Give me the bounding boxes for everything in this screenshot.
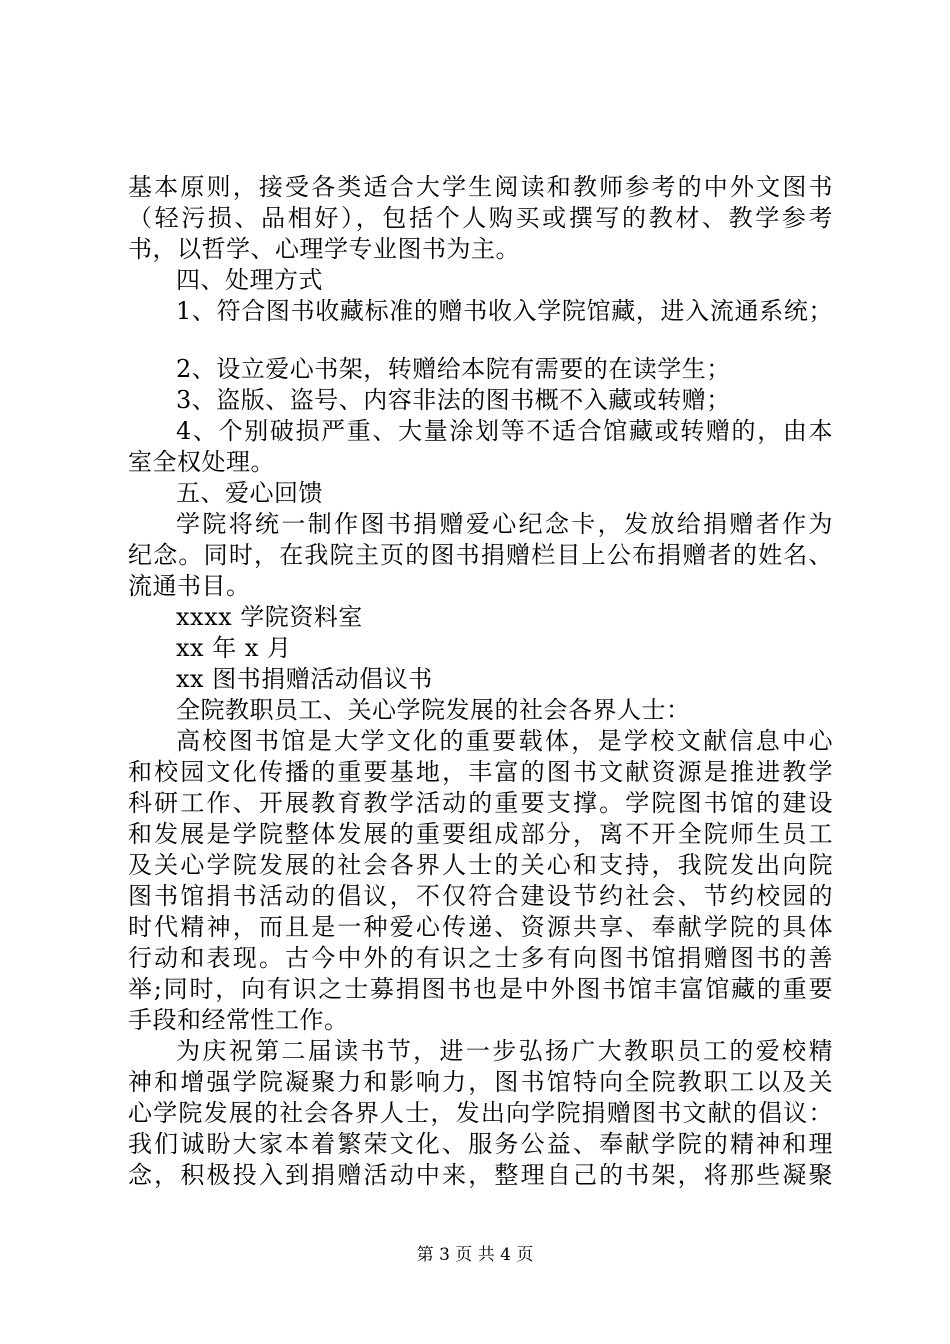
- paragraph-line: 心学院发展的社会各界人士，发出向学院捐赠图书文献的倡议：: [128, 1099, 833, 1127]
- signature-org: xxxx 学院资料室: [176, 603, 363, 631]
- paragraph-line: 和校园文化传播的重要基地，丰富的图书文献资源是推进教学: [128, 758, 833, 786]
- paragraph-line: 行动和表现。古今中外的有识之士多有向图书馆捐赠图书的善: [128, 944, 833, 972]
- paragraph-line: （轻污损、品相好），包括个人购买或撰写的教材、教学参考: [128, 204, 833, 232]
- paragraph-line: 时代精神，而且是一种爱心传递、资源共享、奉献学院的具体: [128, 913, 833, 941]
- paragraph-line: 手段和经常性工作。: [128, 1006, 349, 1034]
- paragraph-line: 为庆祝第二届读书节，进一步弘扬广大教职员工的爱校精: [176, 1037, 833, 1065]
- paragraph-line: 流通书目。: [128, 572, 251, 600]
- list-item: 2、设立爱心书架，转赠给本院有需要的在读学生；: [176, 355, 731, 383]
- list-item: 3、盗版、盗号、内容非法的图书概不入藏或转赠；: [176, 386, 731, 414]
- paragraph-line: 及关心学院发展的社会各界人士的关心和支持，我院发出向院: [128, 851, 833, 879]
- paragraph-line: 和发展是学院整体发展的重要组成部分，离不开全院师生员工: [128, 820, 833, 848]
- paragraph-line: 基本原则，接受各类适合大学生阅读和教师参考的中外文图书: [128, 173, 833, 201]
- blank-gap: [128, 327, 833, 354]
- document-body: [128, 172, 833, 1191]
- paragraph-line: 学院将统一制作图书捐赠爱心纪念卡，发放给捐赠者作为: [176, 510, 833, 538]
- paragraph-line: 科研工作、开展教育教学活动的重要支撑。学院图书馆的建设: [128, 789, 833, 817]
- page-footer: 第 3 页 共 4 页: [416, 1245, 534, 1265]
- document-title: xx 图书捐赠活动倡议书: [176, 665, 433, 693]
- paragraph-line: 纪念。同时，在我院主页的图书捐赠栏目上公布捐赠者的姓名、: [128, 541, 833, 569]
- paragraph-line: 书，以哲学、心理学专业图书为主。: [128, 235, 520, 263]
- signature-date: xx 年 x 月: [176, 634, 292, 662]
- paragraph-line: 念，积极投入到捐赠活动中来，整理自己的书架，将那些凝聚: [128, 1161, 833, 1189]
- list-item: 1、符合图书收藏标准的赠书收入学院馆藏，进入流通系统；: [176, 297, 833, 325]
- salutation: 全院教职员工、关心学院发展的社会各界人士：: [176, 696, 691, 724]
- paragraph-line: 高校图书馆是大学文化的重要载体，是学校文献信息中心: [176, 727, 833, 755]
- section-heading: 四、处理方式: [176, 266, 323, 294]
- paragraph-line: 图书馆捐书活动的倡议，不仅符合建设节约社会、节约校园的: [128, 882, 833, 910]
- paragraph-line: 室全权处理。: [128, 448, 275, 476]
- list-item: 4、个别破损严重、大量涂划等不适合馆藏或转赠的，由本: [176, 417, 833, 445]
- section-heading: 五、爱心回馈: [176, 479, 323, 507]
- paragraph-line: 神和增强学院凝聚力和影响力，图书馆特向全院教职工以及关: [128, 1068, 833, 1096]
- paragraph-line: 举;同时，向有识之士募捐图书也是中外图书馆丰富馆藏的重要: [128, 975, 833, 1003]
- paragraph-line: 我们诚盼大家本着繁荣文化、服务公益、奉献学院的精神和理: [128, 1130, 833, 1158]
